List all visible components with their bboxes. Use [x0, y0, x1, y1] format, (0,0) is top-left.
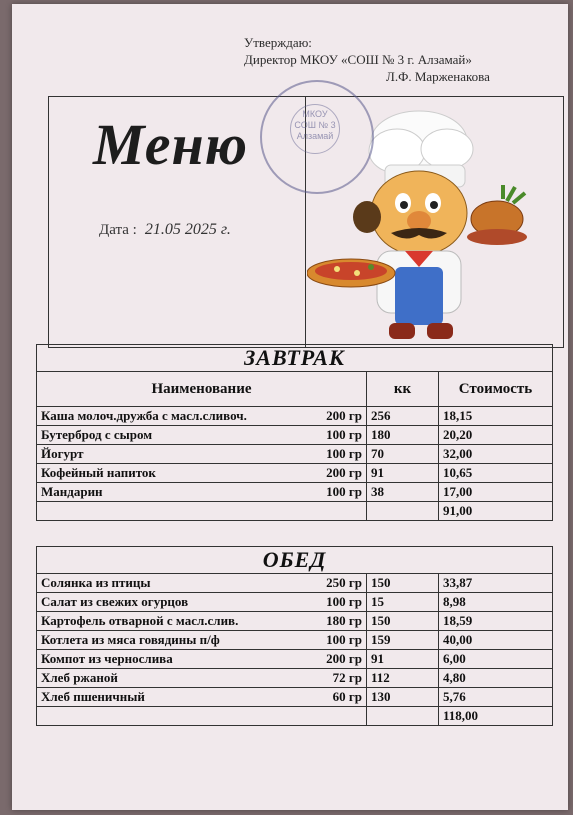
column-header-row — [37, 372, 553, 407]
total-spacer — [367, 707, 439, 726]
breakfast-total-row — [37, 502, 553, 521]
item-price: 33,87 — [439, 574, 553, 593]
item-portion: 100 гр — [326, 484, 362, 499]
item-price: 5,76 — [439, 688, 553, 707]
total-spacer — [37, 502, 367, 521]
item-name-cell — [37, 426, 367, 445]
item-name-cell — [37, 574, 367, 593]
item-kcal: 15 — [367, 593, 439, 612]
item-portion: 100 гр — [326, 427, 362, 442]
item-name: Каша молоч.дружба с масл.сливоч. — [41, 408, 247, 423]
item-portion: 100 гр — [326, 632, 362, 647]
item-kcal: 130 — [367, 688, 439, 707]
item-name: Йогурт — [41, 446, 84, 461]
item-kcal: 256 — [367, 407, 439, 426]
item-name-cell — [37, 631, 367, 650]
menu-item-row — [37, 688, 553, 707]
lunch-heading-row — [37, 547, 553, 574]
item-name: Мандарин — [41, 484, 103, 499]
breakfast-heading-row — [37, 345, 553, 372]
col-header-kcal: кк — [367, 372, 439, 407]
item-name: Компот из чернослива — [41, 651, 173, 666]
item-kcal: 150 — [367, 574, 439, 593]
item-name-cell — [37, 612, 367, 631]
approval-line-1: Утверждаю: — [244, 35, 312, 50]
item-name: Картофель отварной с масл.слив. — [41, 613, 239, 628]
item-name-cell — [37, 464, 367, 483]
official-stamp — [260, 80, 374, 194]
menu-item-row — [37, 612, 553, 631]
item-portion: 180 гр — [326, 613, 362, 628]
item-portion: 72 гр — [332, 670, 362, 685]
breakfast-table — [36, 344, 553, 521]
item-portion: 60 гр — [332, 689, 362, 704]
page-title: Меню — [93, 112, 249, 177]
item-name-cell — [37, 669, 367, 688]
item-portion: 200 гр — [326, 408, 362, 423]
item-price: 17,00 — [439, 483, 553, 502]
item-kcal: 91 — [367, 650, 439, 669]
item-name-cell — [37, 688, 367, 707]
item-name: Салат из свежих огурцов — [41, 594, 189, 609]
menu-item-row — [37, 593, 553, 612]
approval-block — [244, 34, 564, 85]
item-name: Кофейный напиток — [41, 465, 156, 480]
item-name: Бутерброд с сыром — [41, 427, 153, 442]
item-kcal: 112 — [367, 669, 439, 688]
item-price: 10,65 — [439, 464, 553, 483]
approval-signature: Л.Ф. Марженакова — [386, 69, 490, 84]
menu-item-row — [37, 574, 553, 593]
item-kcal: 70 — [367, 445, 439, 464]
menu-item-row — [37, 483, 553, 502]
item-kcal: 38 — [367, 483, 439, 502]
menu-item-row — [37, 445, 553, 464]
date-value: 21.05 2025 г. — [144, 221, 231, 238]
item-portion: 100 гр — [326, 594, 362, 609]
item-portion: 200 гр — [326, 465, 362, 480]
menu-sheet — [12, 4, 568, 810]
breakfast-heading: ЗАВТРАК — [37, 345, 553, 372]
lunch-table — [36, 546, 553, 726]
item-price: 20,20 — [439, 426, 553, 445]
item-price: 18,59 — [439, 612, 553, 631]
date-label: Дата : — [99, 222, 137, 238]
lunch-total: 118,00 — [439, 707, 553, 726]
menu-item-row — [37, 631, 553, 650]
item-name-cell — [37, 445, 367, 464]
item-name-cell — [37, 407, 367, 426]
item-name-cell — [37, 483, 367, 502]
item-kcal: 150 — [367, 612, 439, 631]
item-name: Котлета из мяса говядины п/ф — [41, 632, 220, 647]
item-price: 6,00 — [439, 650, 553, 669]
date-line — [99, 221, 231, 239]
menu-item-row — [37, 464, 553, 483]
item-name-cell — [37, 593, 367, 612]
item-price: 8,98 — [439, 593, 553, 612]
menu-item-row — [37, 407, 553, 426]
item-price: 40,00 — [439, 631, 553, 650]
menu-item-row — [37, 426, 553, 445]
item-kcal: 180 — [367, 426, 439, 445]
item-price: 32,00 — [439, 445, 553, 464]
item-portion: 100 гр — [326, 446, 362, 461]
total-spacer — [37, 707, 367, 726]
item-kcal: 159 — [367, 631, 439, 650]
item-name-cell — [37, 650, 367, 669]
item-price: 18,15 — [439, 407, 553, 426]
approval-line-2: Директор МКОУ «СОШ № 3 г. Алзамай» — [244, 52, 472, 67]
lunch-total-row — [37, 707, 553, 726]
col-header-name: Наименование — [37, 372, 367, 407]
col-header-price: Стоимость — [439, 372, 553, 407]
item-name: Хлеб пшеничный — [41, 689, 145, 704]
item-kcal: 91 — [367, 464, 439, 483]
total-spacer — [367, 502, 439, 521]
item-name: Солянка из птицы — [41, 575, 151, 590]
menu-item-row — [37, 650, 553, 669]
breakfast-total: 91,00 — [439, 502, 553, 521]
item-portion: 200 гр — [326, 651, 362, 666]
item-name: Хлеб ржаной — [41, 670, 118, 685]
item-price: 4,80 — [439, 669, 553, 688]
menu-item-row — [37, 669, 553, 688]
item-portion: 250 гр — [326, 575, 362, 590]
stamp-inner: МКОУ СОШ № 3 Алзамай — [290, 104, 340, 154]
lunch-heading: ОБЕД — [37, 547, 553, 574]
